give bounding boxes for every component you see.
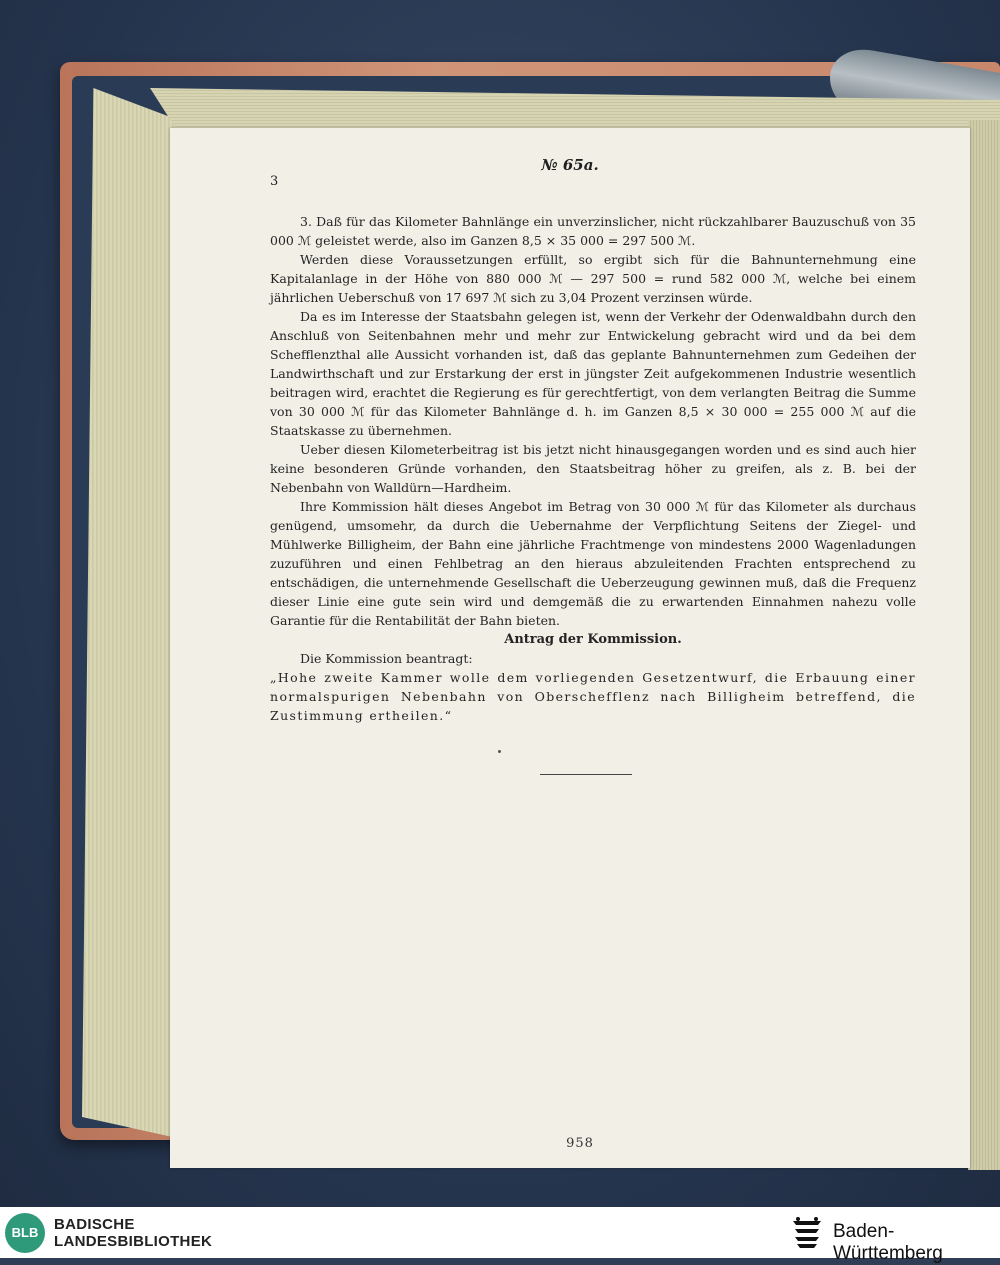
page-number-top: 3 [270, 174, 279, 189]
paragraph: Ihre Kommission hält dieses Angebot im Betrag von 30 000 ℳ für das Kilometer als durchaus genügend, umsomehr, da durch die Uebernahme der Verpflichtung Seitens der Ziegel- und Mühlwerke Billigheim, der Bahn eine jährliche Frachtmenge von mindestens 2000 Wagenladungen zuzuführen und einen Fehlbetrag an den hieraus abzuleitenden Frachten entsprechend zu entschädigen, die unternehmende Gesellschaft die Ueberzeugung gewinnen muß, daß die Frequenz dieser Linie eine gute sein wird und demgemäß die zu erwartenden Einnahmen nahezu volle Garantie für die Rentabilität der Bahn bieten. [270, 499, 916, 628]
library-name-line2: LANDESBIBLIOTHEK [54, 1233, 213, 1250]
section-heading: Antrag der Kommission. [504, 632, 682, 647]
motion-text: „Hohe zweite Kammer wolle dem vorliegenden Gesetzentwurf, die Erbauung einer normalspurigen Nebenbahn von Oberschefflenz nach Billigheim betreffend, die Zustimmung ertheilen.“ [270, 670, 916, 723]
footer-bar [0, 1207, 1000, 1264]
stag-lions-emblem-icon[interactable] [790, 1215, 824, 1251]
ink-dot [498, 750, 501, 753]
page-edges-right [968, 120, 1000, 1170]
library-name[interactable] [54, 1216, 212, 1250]
document-page [170, 128, 970, 1168]
body-text [270, 212, 916, 725]
page-number-bottom: 958 [566, 1136, 594, 1151]
paragraph: Werden diese Voraussetzungen erfüllt, so ergibt sich für die Bahnunternehmung eine Kapitalanlage in der Höhe von 880 000 ℳ — 297 500 = rund 582 000 ℳ, welche bei einem jährlichen Ueberschuß von 17 697 ℳ sich zu 3,04 Prozent verzinsen würde. [270, 252, 916, 305]
paragraph: Ueber diesen Kilometerbeitrag ist bis jetzt nicht hinausgegangen worden und es sind auch hier keine besonderen Gründe vorhanden, den Staatsbeitrag höher zu greifen, als z. B. bei der Nebenbahn von Walldürn—Hardheim. [270, 442, 916, 495]
closing-rule [540, 774, 632, 775]
library-name-line1: BADISCHE [54, 1216, 135, 1233]
paragraph: Da es im Interesse der Staatsbahn gelegen ist, wenn der Verkehr der Odenwaldbahn durch den Anschluß von Seitenbahnen mehr und mehr zur Entwickelung gebracht wird und da bei dem Schefflenzthal alle Aussicht vorhanden ist, daß das geplante Bahnunternehmen zum Gedeihen der Landwirthschaft und zur Erstarkung der erst in jüngster Zeit aufgekommenen Industrie wesentlich beitragen wird, erachtet die Regierung es für gerechtfertigt, von dem verlangten Beitrag die Summe von 30 000 ℳ für das Kilometer Bahnlänge d. h. im Ganzen 8,5 × 30 000 = 255 000 ℳ auf die Staatskasse zu übernehmen. [270, 309, 916, 438]
paragraph: 3. Daß für das Kilometer Bahnlänge ein unverzinslicher, nicht rückzahlbarer Bauzuschuß von 35 000 ℳ geleistet werde, also im Ganzen 8,5 × 35 000 = 297 500 ℳ. [270, 214, 916, 248]
blb-logo-icon[interactable]: BLB [5, 1213, 45, 1253]
page-edges-left [82, 88, 177, 1138]
motion-intro: Die Kommission beantragt: [300, 651, 473, 666]
state-name[interactable]: Baden-Württemberg [833, 1221, 943, 1264]
document-number: № 65a. [541, 156, 599, 174]
